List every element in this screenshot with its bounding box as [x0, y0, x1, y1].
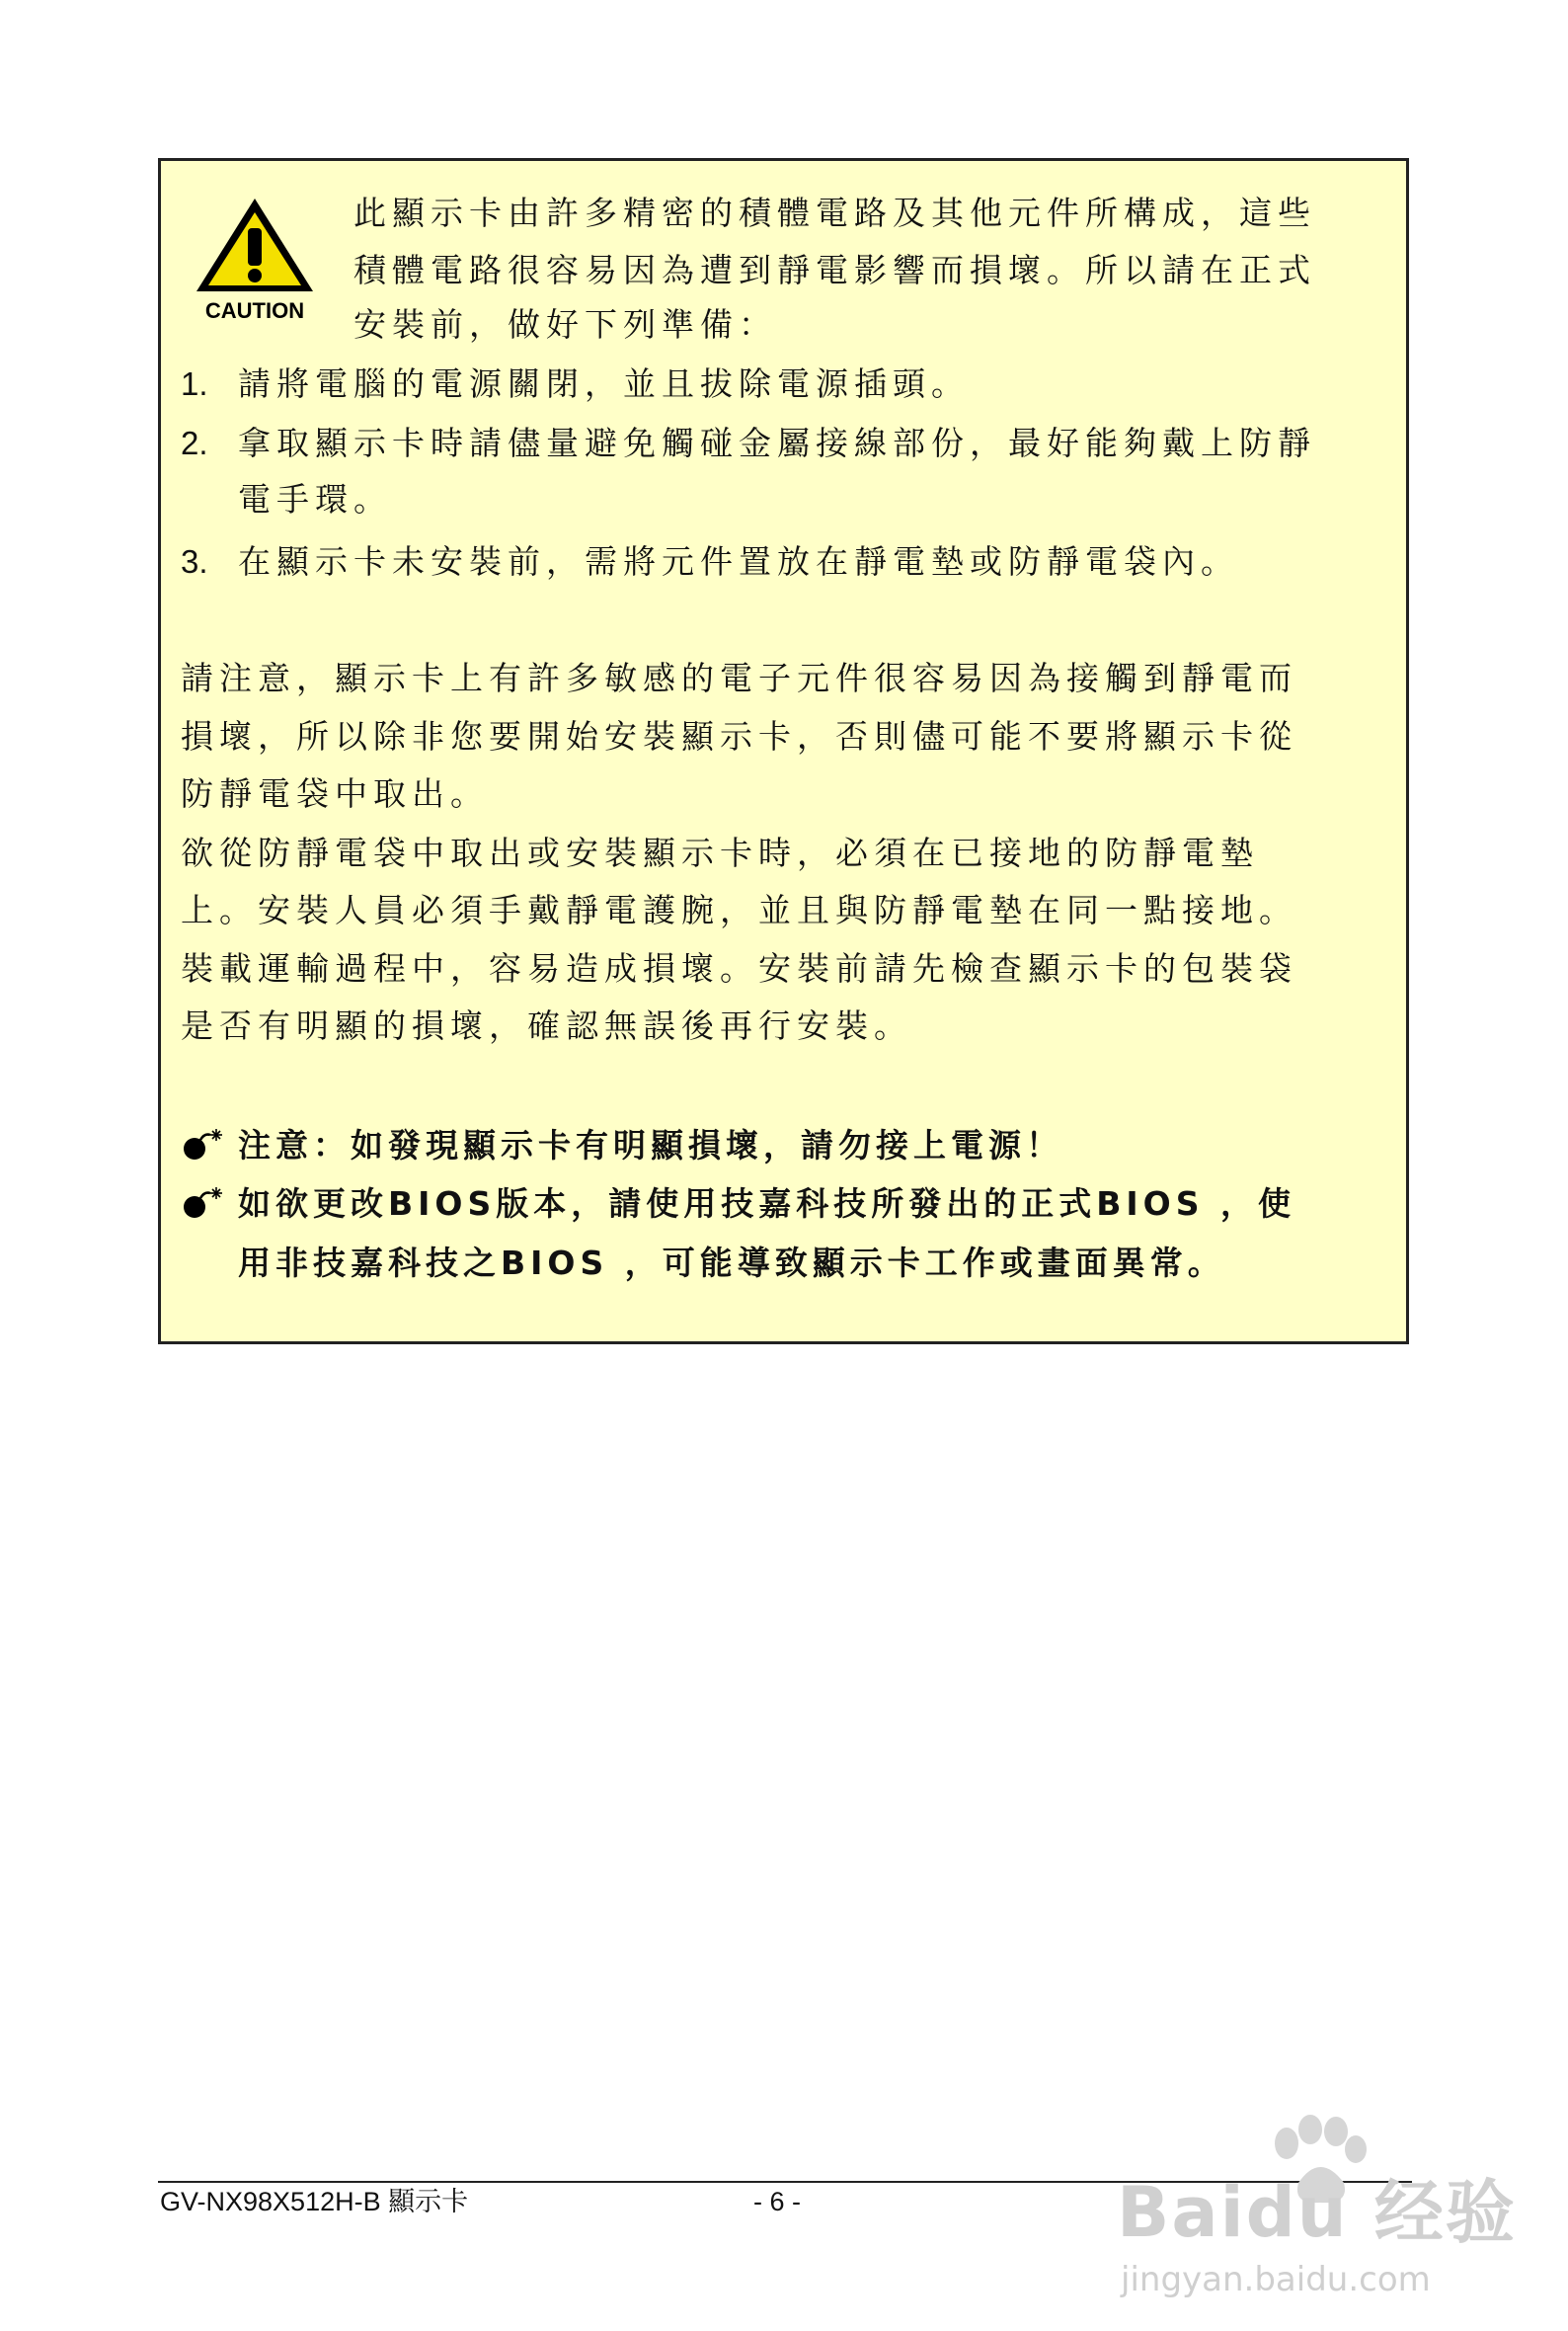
note-text: 注意：如發現顯示卡有明顯損壞，請勿接上電源！: [238, 1126, 1063, 1165]
paragraph-2-line-4: 是否有明顯的損壞，確認無誤後再行安裝。: [181, 1006, 912, 1045]
step-2-continuation: 電手環。: [238, 480, 392, 519]
note-2-continuation: 用非技嘉科技之BIOS ，可能導致顯示卡工作或畫面異常。: [238, 1244, 1225, 1282]
step-1: [181, 364, 970, 404]
step-text: 拿取顯示卡時請儘量避免觸碰金屬接線部份，最好能夠戴上防靜: [238, 424, 1316, 462]
note-2: [181, 1184, 1295, 1224]
bomb-icon: [181, 1127, 232, 1163]
footer-page-number: - 6 -: [753, 2187, 802, 2216]
note-text: 如欲更改BIOS版本，請使用技嘉科技所發出的正式BIOS ，使: [238, 1184, 1295, 1223]
step-number: 1.: [181, 365, 208, 402]
paragraph-2-line-2: 上。安裝人員必須手戴靜電護腕，並且與防靜電墊在同一點接地。: [181, 891, 1297, 929]
step-2: [181, 424, 1316, 463]
paragraph-1-line-2: 損壞，所以除非您要開始安裝顯示卡，否則儘可能不要將顯示卡從: [181, 717, 1297, 756]
footer-model: GV-NX98X512H-B 顯示卡: [160, 2187, 469, 2216]
paragraph-2-line-1: 欲從防靜電袋中取出或安裝顯示卡時，必須在已接地的防靜電墊: [181, 834, 1259, 872]
paragraph-1-line-1: 請注意，顯示卡上有許多敏感的電子元件很容易因為接觸到靜電而: [181, 659, 1297, 697]
caution-warning-triangle-icon: [191, 193, 319, 321]
watermark-logo-text: Baidu 经验: [1117, 2172, 1517, 2253]
caution-icon-label: CAUTION: [204, 298, 305, 321]
step-3: [181, 542, 1239, 582]
intro-line-3: 安裝前，做好下列準備：: [353, 305, 777, 344]
bomb-icon: [181, 1185, 232, 1221]
intro-line-1: 此顯示卡由許多精密的積體電路及其他元件所構成，這些: [353, 194, 1316, 232]
step-text: 在顯示卡未安裝前，需將元件置放在靜電墊或防靜電袋內。: [238, 542, 1239, 581]
caution-box: [158, 158, 1409, 1344]
step-number: 2.: [181, 425, 208, 461]
watermark-url: jingyan.baidu.com: [1121, 2260, 1431, 2299]
paragraph-2-line-3: 裝載運輸過程中，容易造成損壞。安裝前請先檢查顯示卡的包裝袋: [181, 949, 1297, 988]
step-text: 請將電腦的電源關閉，並且拔除電源插頭。: [238, 364, 970, 403]
intro-line-2: 積體電路很容易因為遭到靜電影響而損壞。所以請在正式: [353, 251, 1316, 289]
paragraph-1-line-3: 防靜電袋中取出。: [181, 774, 489, 813]
baidu-watermark: [1111, 2114, 1517, 2321]
step-number: 3.: [181, 543, 208, 580]
note-1: [181, 1126, 1063, 1166]
